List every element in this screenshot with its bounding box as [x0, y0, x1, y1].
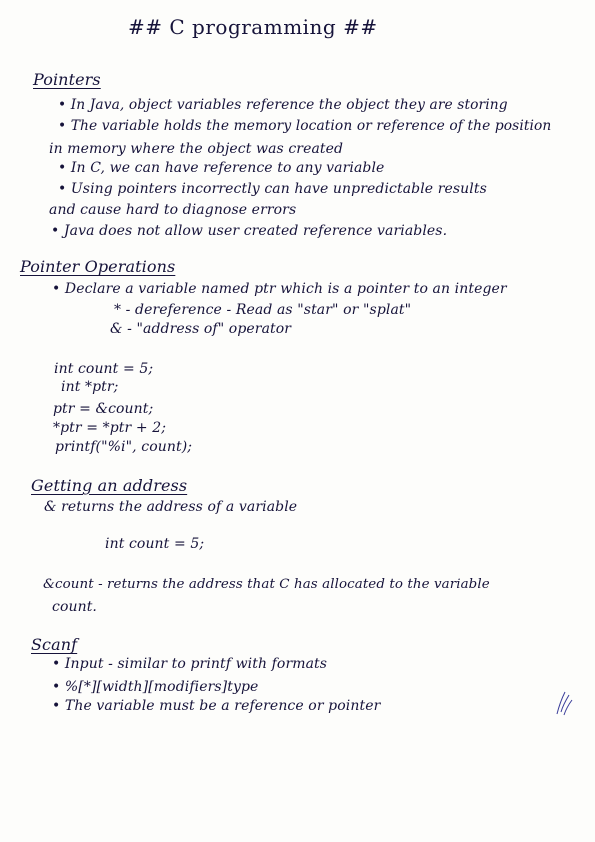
- code-line: int count = 5;: [54, 361, 154, 377]
- note-line: • In Java, object variables reference the object they are storing: [58, 97, 508, 113]
- note-line: count.: [52, 599, 97, 615]
- code-line: int *ptr;: [61, 379, 119, 395]
- code-line: *ptr = *ptr + 2;: [53, 420, 167, 436]
- note-line: & returns the address of a variable: [44, 499, 298, 515]
- heading-scanf: Scanf: [31, 635, 78, 654]
- note-line: • Input - similar to printf with formats: [52, 656, 328, 672]
- note-line: • The variable must be a reference or pointer: [52, 698, 381, 714]
- heading-getting-an-address: Getting an address: [31, 476, 188, 495]
- note-line: • The variable holds the memory location or reference of the position: [58, 118, 552, 134]
- note-line: • Declare a variable named ptr which is a pointer to an integer: [52, 281, 507, 297]
- note-line: * - dereference - Read as "star" or "splat": [114, 302, 412, 318]
- note-line: • In C, we can have reference to any variable: [58, 160, 385, 176]
- code-line: ptr = &count;: [53, 401, 154, 417]
- heading-pointers: Pointers: [33, 70, 101, 89]
- note-line: • Java does not allow user created reference variables.: [51, 223, 448, 239]
- note-line: • %[*][width][modifiers]type: [52, 679, 259, 695]
- heading-pointer-operations: Pointer Operations: [20, 257, 176, 276]
- note-line: &count - returns the address that C has allocated to the variable: [43, 577, 490, 592]
- note-line: in memory where the object was created: [49, 141, 344, 157]
- note-line: and cause hard to diagnose errors: [49, 202, 297, 218]
- page-title: ## C programming ##: [128, 15, 378, 39]
- pen-scribble: [553, 688, 575, 718]
- note-line: • Using pointers incorrectly can have unpredictable results: [58, 181, 487, 197]
- note-line: & - "address of" operator: [110, 321, 292, 337]
- code-line: int count = 5;: [105, 536, 205, 552]
- code-line: printf("%i", count);: [55, 439, 193, 455]
